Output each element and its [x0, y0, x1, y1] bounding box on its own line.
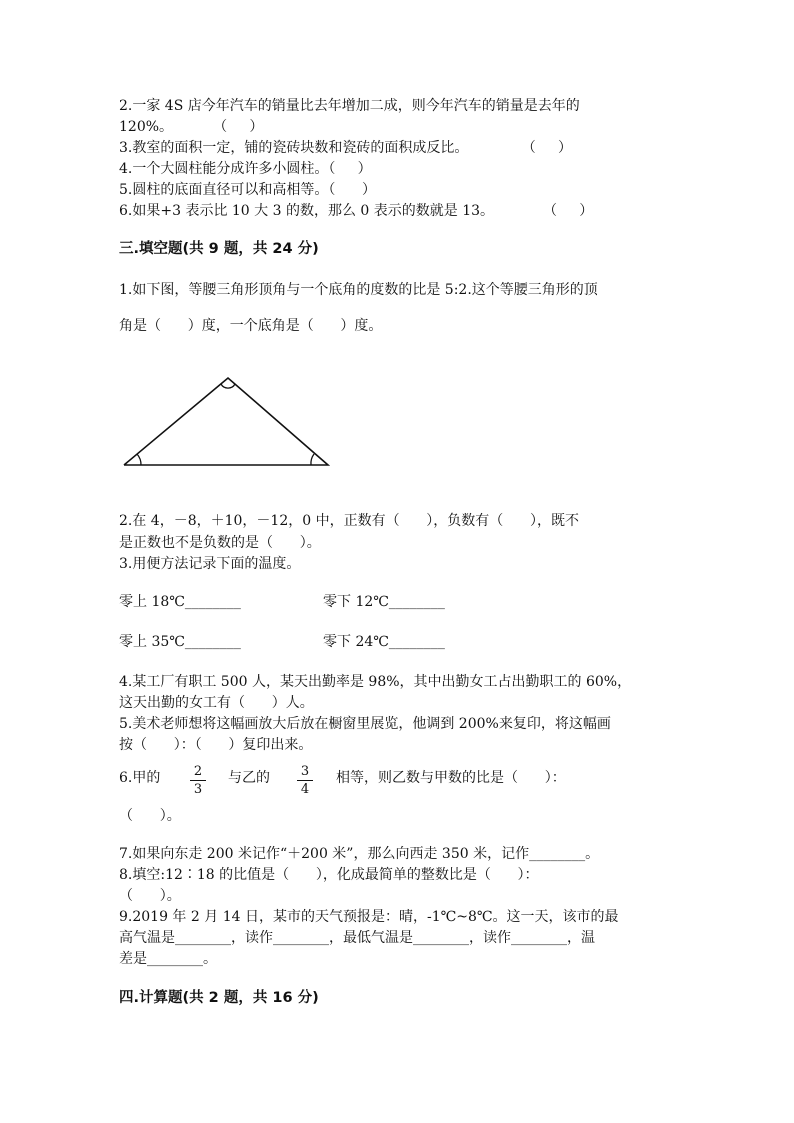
fill-q4-line2: 这天出勤的女工有（ ）人。 [119, 695, 314, 711]
fraction-numerator: 2 [193, 764, 203, 779]
fill-q8-line1: 8.填空:12∶18 的比值是（ ），化成最简单的整数比是（ ）： [119, 867, 539, 883]
section-3-title: 三.填空题(共 9 题，共 24 分) [119, 241, 319, 257]
isosceles-triangle-figure [118, 372, 334, 470]
fill-q2-line2: 是正数也不是负数的是（ ）。 [119, 535, 321, 551]
apex-angle-arc [221, 384, 235, 388]
judgement-q6: 6.如果+3 表示比 10 大 3 的数，那么 0 表示的数就是 13。 （ ） [119, 203, 594, 219]
judgement-q4: 4.一个大圆柱能分成许多小圆柱。（ ） [119, 161, 372, 177]
fill-q1-line1: 1.如下图，等腰三角形顶角与一个底角的度数的比是 5:2.这个等腰三角形的顶 [119, 282, 598, 298]
fill-q3-above-35: 零上 35℃________ [119, 634, 241, 650]
fraction-two-thirds [190, 764, 206, 797]
fill-q5-line2: 按（ ）：（ ）复印出来。 [119, 737, 313, 753]
fill-q8-line2: （ ）。 [119, 888, 181, 904]
fill-q7: 7.如果向东走 200 米记作“＋200 米”，那么向西走 350 米，记作________。 [119, 846, 600, 862]
fill-q6-line2: （ ）。 [119, 808, 181, 824]
fraction-denominator: 4 [300, 782, 310, 797]
fill-q5-line1: 5.美术老师想将这幅画放大后放在橱窗里展览，他调到 200%来复印，将这幅画 [119, 716, 611, 732]
fill-q3-below-12: 零下 12℃________ [323, 594, 445, 610]
fill-q6-part-b: 与乙的 [228, 770, 270, 786]
triangle-outline [124, 378, 328, 465]
fill-q6-part-a: 6.甲的 [119, 770, 161, 786]
fill-q9-line1: 9.2019 年 2 月 14 日，某市的天气预报是：晴，-1℃~8℃。这一天，该市的最 [119, 909, 619, 925]
left-base-angle-arc [137, 454, 141, 465]
fill-q2-line1: 2.在 4，－8，＋10，－12，0 中，正数有（ ），负数有（ ），既不 [119, 513, 580, 529]
fill-q3-below-24: 零下 24℃________ [323, 634, 445, 650]
fraction-denominator: 3 [193, 782, 203, 797]
fill-q3-title: 3.用便方法记录下面的温度。 [119, 556, 301, 572]
fill-q3-above-18: 零上 18℃________ [119, 594, 241, 610]
judgement-q2-line2: 120%。 （ ） [119, 119, 264, 135]
fraction-numerator: 3 [300, 764, 310, 779]
fill-q9-line3: 差是________。 [119, 951, 217, 967]
judgement-q3: 3.教室的面积一定，铺的瓷砖块数和瓷砖的面积成反比。 （ ） [119, 140, 573, 156]
fill-q9-line2: 高气温是________，读作________，最低气温是________，读作________，温 [119, 930, 595, 946]
fill-q1-line2: 角是（ ）度，一个底角是（ ）度。 [119, 318, 383, 334]
fraction-three-quarters [297, 764, 313, 797]
judgement-q2-line1: 2.一家 4S 店今年汽车的销量比去年增加二成，则今年汽车的销量是去年的 [119, 98, 580, 114]
fill-q4-line1: 4.某工厂有职工 500 人，某天出勤率是 98%，其中出勤女工占出勤职工的 60%， [119, 674, 632, 690]
fill-q6-part-c: 相等，则乙数与甲数的比是（ ）： [336, 770, 566, 786]
right-base-angle-arc [311, 454, 314, 465]
section-4-title: 四.计算题(共 2 题，共 16 分) [119, 990, 319, 1006]
judgement-q5: 5.圆柱的底面直径可以和高相等。（ ） [119, 182, 377, 198]
